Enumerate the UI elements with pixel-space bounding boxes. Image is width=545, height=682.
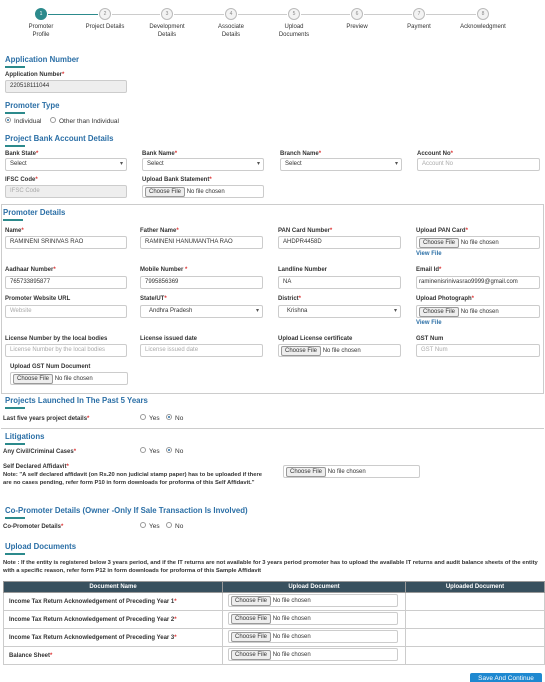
col-uploaded-document: Uploaded Document [406, 582, 545, 593]
view-pan-file-link[interactable]: View File [416, 251, 442, 257]
section-heading-projects: Projects Launched In The Past 5 Years [5, 396, 148, 405]
bank-name-select[interactable]: Select ▾ [142, 158, 264, 171]
account-no-label: Account No* [417, 151, 454, 157]
heading-underline [5, 443, 25, 445]
table-row [4, 611, 545, 629]
upload-photo-label: Upload Photograph* [416, 296, 475, 302]
upload-license-label: Upload License certificate [278, 336, 353, 342]
state-select[interactable]: Andhra Pradesh ▾ [140, 305, 263, 318]
step-label: Payment [407, 24, 431, 30]
step-number: 2 [99, 8, 111, 20]
choose-file-button[interactable]: Choose File [231, 614, 271, 624]
radio-individual[interactable]: Individual [5, 118, 41, 125]
email-label: Email Id* [416, 267, 442, 273]
section-heading-co-promoter: Co-Promoter Details (Owner -Only If Sale Transaction Is Involved) [5, 506, 248, 515]
upload-cell [223, 629, 406, 647]
choose-file-button[interactable]: Choose File [231, 650, 271, 660]
projects-yes-radio[interactable]: Yes [140, 415, 160, 422]
step-2[interactable] [70, 8, 140, 31]
step-label: Project Details [85, 24, 125, 30]
step-number: 5 [288, 8, 300, 20]
bank-statement-file-input[interactable]: Choose File No file chosen [142, 185, 264, 198]
step-label: Preview [346, 24, 368, 30]
document-file-input[interactable]: Choose File No file chosen [228, 594, 398, 607]
choose-file-button[interactable]: Choose File [145, 187, 185, 197]
uploaded-cell [406, 611, 545, 629]
mobile-input[interactable]: 7995856369 [140, 276, 263, 289]
aadhaar-label: Aadhaar Number* [5, 267, 56, 273]
table-row [4, 647, 545, 665]
step-number: 4 [225, 8, 237, 20]
divider [1, 428, 544, 429]
heading-underline [5, 66, 25, 68]
application-number-field: 220518111044 [5, 80, 127, 93]
upload-cell [223, 611, 406, 629]
document-name-cell: Income Tax Return Acknowledgement of Preceding Year 2* [4, 611, 223, 629]
name-label: Name* [5, 228, 24, 234]
co-promoter-yes-radio[interactable]: Yes [140, 523, 160, 530]
bank-state-label: Bank State* [5, 151, 39, 157]
website-input[interactable]: Website [5, 305, 127, 318]
step-number: 3 [161, 8, 173, 20]
district-select[interactable]: Krishna ▾ [278, 305, 401, 318]
section-heading-bank: Project Bank Account Details [5, 134, 114, 143]
step-4[interactable] [196, 8, 266, 39]
step-label: Upload Documents [278, 24, 310, 38]
uploaded-cell [406, 647, 545, 665]
choose-file-button[interactable]: Choose File [419, 307, 459, 317]
step-6[interactable] [322, 8, 392, 31]
heading-underline [5, 145, 25, 147]
bank-name-label: Bank Name* [142, 151, 178, 157]
pan-card-label: PAN Card Number* [278, 228, 333, 234]
gst-file-input[interactable]: Choose File No file chosen [10, 372, 128, 385]
choose-file-button[interactable]: Choose File [231, 632, 271, 642]
mobile-label: Mobile Number * [140, 267, 188, 273]
col-upload-document: Upload Document [223, 582, 406, 593]
step-number: 6 [351, 8, 363, 20]
website-label: Promoter Website URL [5, 296, 71, 302]
document-file-input[interactable]: Choose File No file chosen [228, 648, 398, 661]
district-label: District* [278, 296, 302, 302]
projects-no-radio[interactable]: No [166, 415, 183, 422]
step-label: Promoter Profile [28, 24, 54, 38]
branch-name-select[interactable]: Select ▾ [280, 158, 402, 171]
step-number: 7 [413, 8, 425, 20]
step-8[interactable] [448, 8, 518, 31]
father-name-input[interactable]: RAMINENI HANUMANTHA RAO [140, 236, 263, 249]
co-promoter-question: Co-Promoter Details* [3, 524, 64, 530]
license-file-input[interactable]: Choose File No file chosen [278, 344, 401, 357]
affidavit-note: Note: "A self declared affidavit (on Rs.20 non judicial stamp paper) has to be uploaded if there are no cases pending, refer form P10 in form downloads for proforma of this Self Affidavit." [3, 472, 262, 486]
bank-state-select[interactable]: Select ▾ [5, 158, 127, 171]
litigation-no-radio[interactable]: No [166, 448, 183, 455]
gst-num-label: GST Num [416, 336, 444, 342]
choose-file-button[interactable]: Choose File [13, 374, 53, 384]
document-name-cell: Balance Sheet* [4, 647, 223, 665]
heading-underline [5, 553, 25, 555]
landline-label: Landline Number [278, 267, 328, 273]
choose-file-button[interactable]: Choose File [286, 467, 326, 477]
upload-gst-label: Upload GST Num Document [10, 364, 91, 370]
license-date-label: License issued date [140, 336, 198, 342]
ifsc-code-label: IFSC Code* [5, 177, 38, 183]
father-name-label: Father Name* [140, 228, 179, 234]
gst-num-input[interactable]: GST Num [416, 344, 540, 357]
account-no-input[interactable]: Account No [417, 158, 540, 171]
table-row [4, 629, 545, 647]
step-5[interactable] [259, 8, 329, 39]
heading-underline [3, 219, 23, 221]
section-heading-litigations: Litigations [5, 432, 45, 441]
aadhaar-input[interactable]: 765733895877 [5, 276, 127, 289]
co-promoter-no-radio[interactable]: No [166, 523, 183, 530]
project-details-question: Last five years project details* [3, 416, 90, 422]
photo-file-input[interactable]: Choose File No file chosen [416, 305, 540, 318]
choose-file-button[interactable]: Choose File [419, 238, 459, 248]
choose-file-button[interactable]: Choose File [231, 596, 271, 606]
document-file-input[interactable]: Choose File No file chosen [228, 630, 398, 643]
section-heading-application: Application Number [5, 55, 80, 64]
step-3[interactable] [132, 8, 202, 39]
step-number: 8 [477, 8, 489, 20]
litigation-yes-radio[interactable]: Yes [140, 448, 160, 455]
col-document-name: Document Name [4, 582, 223, 593]
self-affidavit-label: Self Declared Affidavit* [3, 464, 69, 470]
upload-cell [223, 647, 406, 665]
heading-underline [5, 407, 25, 409]
step-label: Acknowledgment [460, 24, 506, 30]
application-number-label: Application Number* [5, 72, 65, 78]
section-heading-promoter-details: Promoter Details [3, 208, 66, 217]
license-number-label: License Number by the local bodies [5, 336, 108, 342]
step-number: 1 [35, 8, 47, 20]
license-number-input[interactable]: License Number by the local bodies [5, 344, 127, 357]
upload-bank-statement-label: Upload Bank Statement* [142, 177, 212, 183]
radio-other-than-individual[interactable]: Other than Individual [50, 118, 119, 125]
step-7[interactable] [384, 8, 454, 31]
pan-card-input[interactable]: AHDPR4458D [278, 236, 401, 249]
documents-table [3, 581, 545, 665]
document-name-cell: Income Tax Return Acknowledgement of Preceding Year 1* [4, 593, 223, 611]
document-name-cell: Income Tax Return Acknowledgement of Preceding Year 3* [4, 629, 223, 647]
table-row [4, 593, 545, 611]
upload-pan-label: Upload PAN Card* [416, 228, 468, 234]
name-input[interactable]: RAMINENI SRINIVAS RAO [5, 236, 127, 249]
step-label: Development Details [149, 24, 185, 38]
view-photo-file-link[interactable]: View File [416, 320, 442, 326]
ifsc-code-input[interactable]: IFSC Code [5, 185, 127, 198]
step-label: Associate Details [217, 24, 244, 38]
section-heading-upload-documents: Upload Documents [5, 542, 77, 551]
upload-cell [223, 593, 406, 611]
heading-underline [5, 112, 25, 114]
upload-note: Note : If the entity is registered below 3 years period, and if the IT returns are not available for 3 years period promoter has to upload the available IT returns and audit balance sheets of the entity with a specific reason, refer form P12 in form downloads for proforma of this Sample Affidavit [3, 560, 538, 574]
landline-input[interactable]: NA [278, 276, 401, 289]
branch-name-label: Branch Name* [280, 151, 322, 157]
save-and-continue-button[interactable]: Save And Continue [470, 673, 542, 682]
email-input[interactable]: raminenisrinivasrao9999@gmail.com [416, 276, 540, 289]
document-file-input[interactable]: Choose File No file chosen [228, 612, 398, 625]
pan-card-file-input[interactable]: Choose File No file chosen [416, 236, 540, 249]
uploaded-cell [406, 593, 545, 611]
license-date-input[interactable]: License issued date [140, 344, 263, 357]
section-heading-promoter-type: Promoter Type [5, 101, 60, 110]
choose-file-button[interactable]: Choose File [281, 346, 321, 356]
affidavit-file-input[interactable]: Choose File No file chosen [283, 465, 420, 478]
civil-criminal-question: Any Civil/Criminal Cases* [3, 449, 77, 455]
uploaded-cell [406, 629, 545, 647]
heading-underline [5, 517, 25, 519]
step-1[interactable] [6, 8, 76, 39]
state-label: State/UT* [140, 296, 167, 302]
